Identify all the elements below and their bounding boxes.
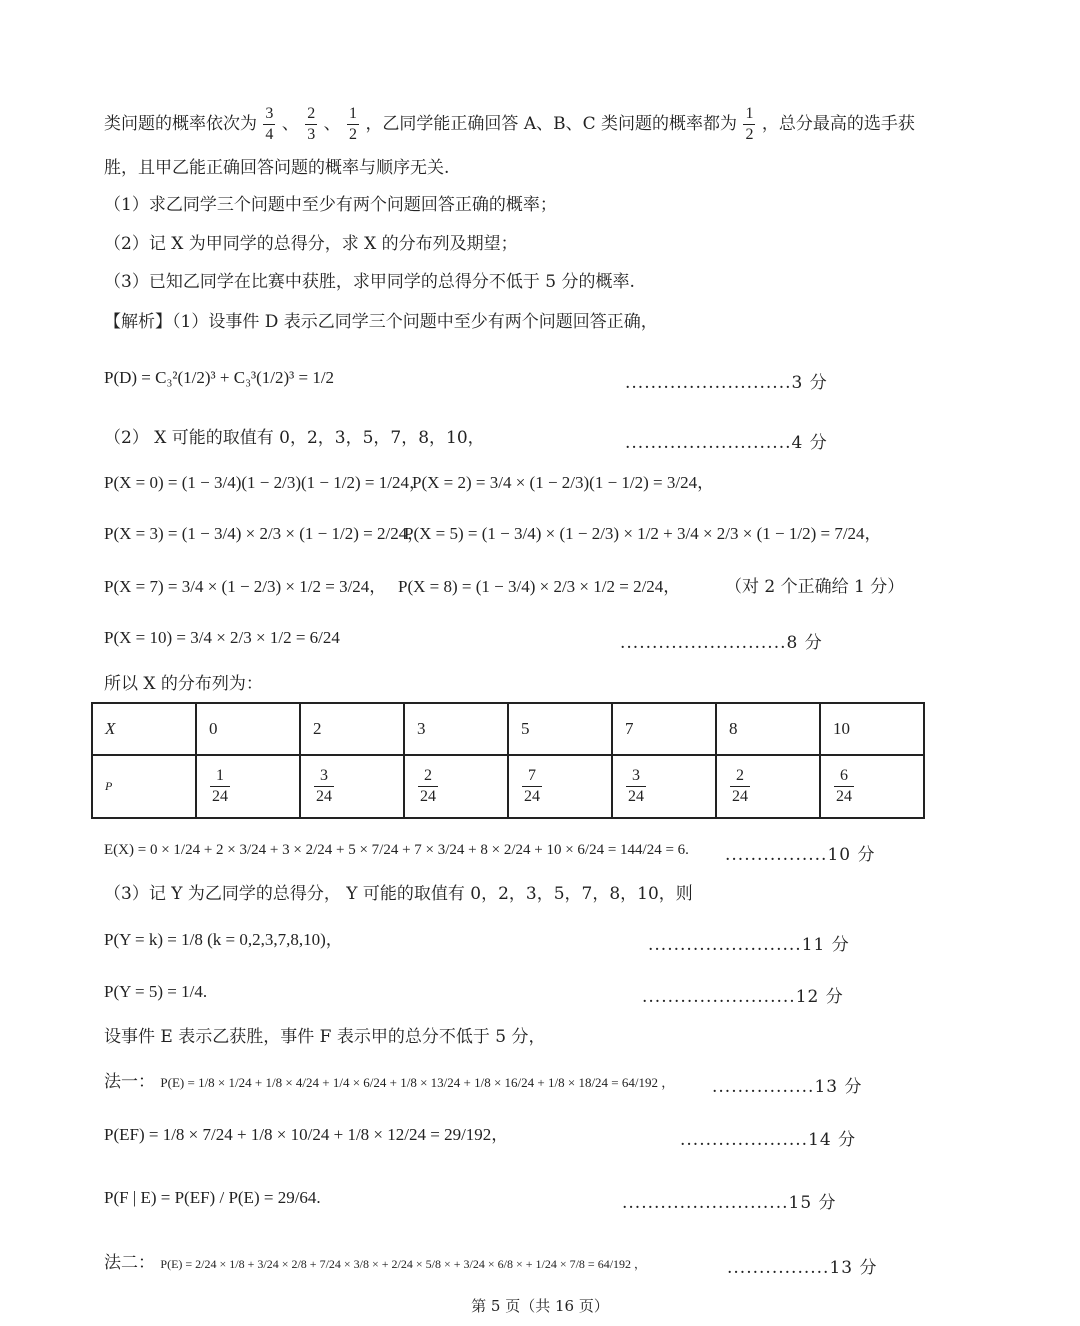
fraction: $\frac{3}{4}$ bbox=[265, 105, 274, 143]
method-1-row bbox=[104, 1072, 674, 1093]
method-1-label: 法一： bbox=[104, 1072, 155, 1092]
fraction: $\frac{3}{24}$ bbox=[628, 767, 644, 805]
table-cell bbox=[820, 755, 924, 818]
part-2-text: （2） X 可能的取值有 0，2，3，5，7，8，10， bbox=[104, 428, 485, 448]
method-2-row bbox=[104, 1253, 646, 1274]
fraction: $\frac{2}{3}$ bbox=[307, 105, 316, 143]
table-cell: 10 bbox=[820, 703, 924, 755]
score-4: ..........................4 分 bbox=[625, 433, 828, 453]
question-1: （1）求乙同学三个问题中至少有两个问题回答正确的概率； bbox=[104, 195, 557, 215]
distribution-table bbox=[91, 702, 925, 819]
table-cell: 3 bbox=[404, 703, 508, 755]
part-3-text: （3）记 Y 为乙同学的总得分， Y 可能的取值有 0，2，3，5，7，8，10，则 bbox=[104, 884, 693, 904]
intro-text-b: ，乙同学能正确回答 A、B、C 类问题的概率都为 bbox=[365, 114, 738, 134]
fraction: $\frac{1}{2}$ bbox=[745, 105, 754, 143]
table-cell: 8 bbox=[716, 703, 820, 755]
formula-py5: P(Y = 5) = 1/4. bbox=[104, 982, 208, 1001]
formula-expectation: E(X) = 0 × 1/24 + 2 × 3/24 + 3 × 2/24 + 5 × 7/24 + 7 × 3/24 + 8 × 2/24 + 10 × 6/24 = 144/24 = 6. bbox=[104, 842, 689, 858]
table-cell bbox=[196, 755, 300, 818]
score-12: ........................12 分 bbox=[642, 987, 844, 1007]
table-cell bbox=[404, 755, 508, 818]
method-2-label: 法二： bbox=[104, 1253, 155, 1273]
formula-pe1: P(E) = 1/8 × 1/24 + 1/8 × 4/24 + 1/4 × 6/24 + 1/8 × 13/24 + 1/8 × 16/24 + 1/8 × 18/24 = 64/192 ， bbox=[160, 1075, 675, 1090]
intro-line-1: 类问题的概率依次为 $\frac{3}{4}$ 、 $\frac{2}{3}$ 、 $\frac{1}{2}$ ，乙同学能正确回答 A、B、C 类问题的概率都为 $\frac{1}{2}$ ，总分最高的选手获 bbox=[104, 105, 915, 143]
table-cell bbox=[508, 755, 612, 818]
table-row-values bbox=[92, 703, 924, 755]
score-11: ........................11 分 bbox=[648, 935, 850, 955]
score-14: ....................14 分 bbox=[680, 1130, 857, 1150]
fraction: $\frac{7}{24}$ bbox=[524, 767, 540, 805]
fraction: $\frac{1}{24}$ bbox=[212, 767, 228, 805]
score-13a: ................13 分 bbox=[712, 1077, 863, 1097]
score-10: ................10 分 bbox=[725, 845, 876, 865]
events-definition: 设事件 E 表示乙获胜，事件 F 表示甲的总分不低于 5 分， bbox=[104, 1027, 546, 1047]
table-cell: 0 bbox=[196, 703, 300, 755]
scoring-note: （对 2 个正确给 1 分） bbox=[725, 577, 905, 597]
formula-pyk: P(Y = k) = 1/8 (k = 0,2,3,7,8,10)， bbox=[104, 930, 343, 949]
formula-px8: P(X = 8) = (1 − 3/4) × 2/3 × 1/2 = 2/24， bbox=[398, 577, 681, 596]
formula-px0: P(X = 0) = (1 − 3/4)(1 − 2/3)(1 − 1/2) = 1/24， bbox=[104, 473, 426, 492]
fraction: $\frac{3}{24}$ bbox=[316, 767, 332, 805]
table-cell: P bbox=[92, 755, 196, 818]
solution-heading: 【解析】（1）设事件 D 表示乙同学三个问题中至少有两个问题回答正确， bbox=[104, 312, 658, 332]
page-footer: 第 5 页（共 16 页） bbox=[471, 1297, 609, 1315]
distribution-intro: 所以 X 的分布列为： bbox=[104, 674, 263, 694]
fraction: $\frac{2}{24}$ bbox=[732, 767, 748, 805]
fraction: $\frac{2}{24}$ bbox=[420, 767, 436, 805]
intro-text-c: ，总分最高的选手获 bbox=[761, 114, 915, 134]
table-cell: 2 bbox=[300, 703, 404, 755]
formula-px7: P(X = 7) = 3/4 × (1 − 2/3) × 1/2 = 3/24， bbox=[104, 577, 387, 596]
question-3: （3）已知乙同学在比赛中获胜，求甲同学的总得分不低于 5 分的概率. bbox=[104, 272, 635, 292]
score-8: ..........................8 分 bbox=[620, 633, 823, 653]
formula-pd: P(D) = C₃²(1/2)³ + C₃³(1/2)³ = 1/2 bbox=[104, 368, 335, 387]
formula-pe2: P(E) = 2/24 × 1/8 + 3/24 × 2/8 + 7/24 × 3/8 × + 2/24 × 5/8 × + 3/24 × 6/8 × + 1/24 × 7/8 = 64/192 ， bbox=[160, 1257, 647, 1271]
score-15: ..........................15 分 bbox=[622, 1193, 837, 1213]
table-cell bbox=[300, 755, 404, 818]
table-cell: 7 bbox=[612, 703, 716, 755]
score-13b: ................13 分 bbox=[727, 1258, 878, 1278]
table-cell: 5 bbox=[508, 703, 612, 755]
formula-pfe: P(F | E) = P(EF) / P(E) = 29/64. bbox=[104, 1188, 321, 1207]
fraction: $\frac{1}{2}$ bbox=[349, 105, 358, 143]
formula-px3: P(X = 3) = (1 − 3/4) × 2/3 × (1 − 1/2) = 2/24， bbox=[104, 524, 425, 543]
table-cell: X bbox=[92, 703, 196, 755]
formula-px2: P(X = 2) = 3/4 × (1 − 2/3)(1 − 1/2) = 3/24， bbox=[412, 473, 715, 492]
intro-line-2: 胜，且甲乙能正确回答问题的概率与顺序无关. bbox=[104, 158, 450, 178]
formula-px10: P(X = 10) = 3/4 × 2/3 × 1/2 = 6/24 bbox=[104, 628, 340, 647]
question-2: （2）记 X 为甲同学的总得分，求 X 的分布列及期望； bbox=[104, 234, 518, 254]
formula-pef: P(EF) = 1/8 × 7/24 + 1/8 × 10/24 + 1/8 × 12/24 = 29/192， bbox=[104, 1125, 509, 1144]
table-row-probabilities bbox=[92, 755, 924, 818]
table-cell bbox=[612, 755, 716, 818]
score-3: ..........................3 分 bbox=[625, 373, 828, 393]
formula-px5: P(X = 5) = (1 − 3/4) × (1 − 2/3) × 1/2 + 3/4 × 2/3 × (1 − 1/2) = 7/24， bbox=[404, 524, 882, 543]
table-cell bbox=[716, 755, 820, 818]
intro-text-a: 类问题的概率依次为 bbox=[104, 114, 257, 134]
fraction: $\frac{6}{24}$ bbox=[836, 767, 852, 805]
